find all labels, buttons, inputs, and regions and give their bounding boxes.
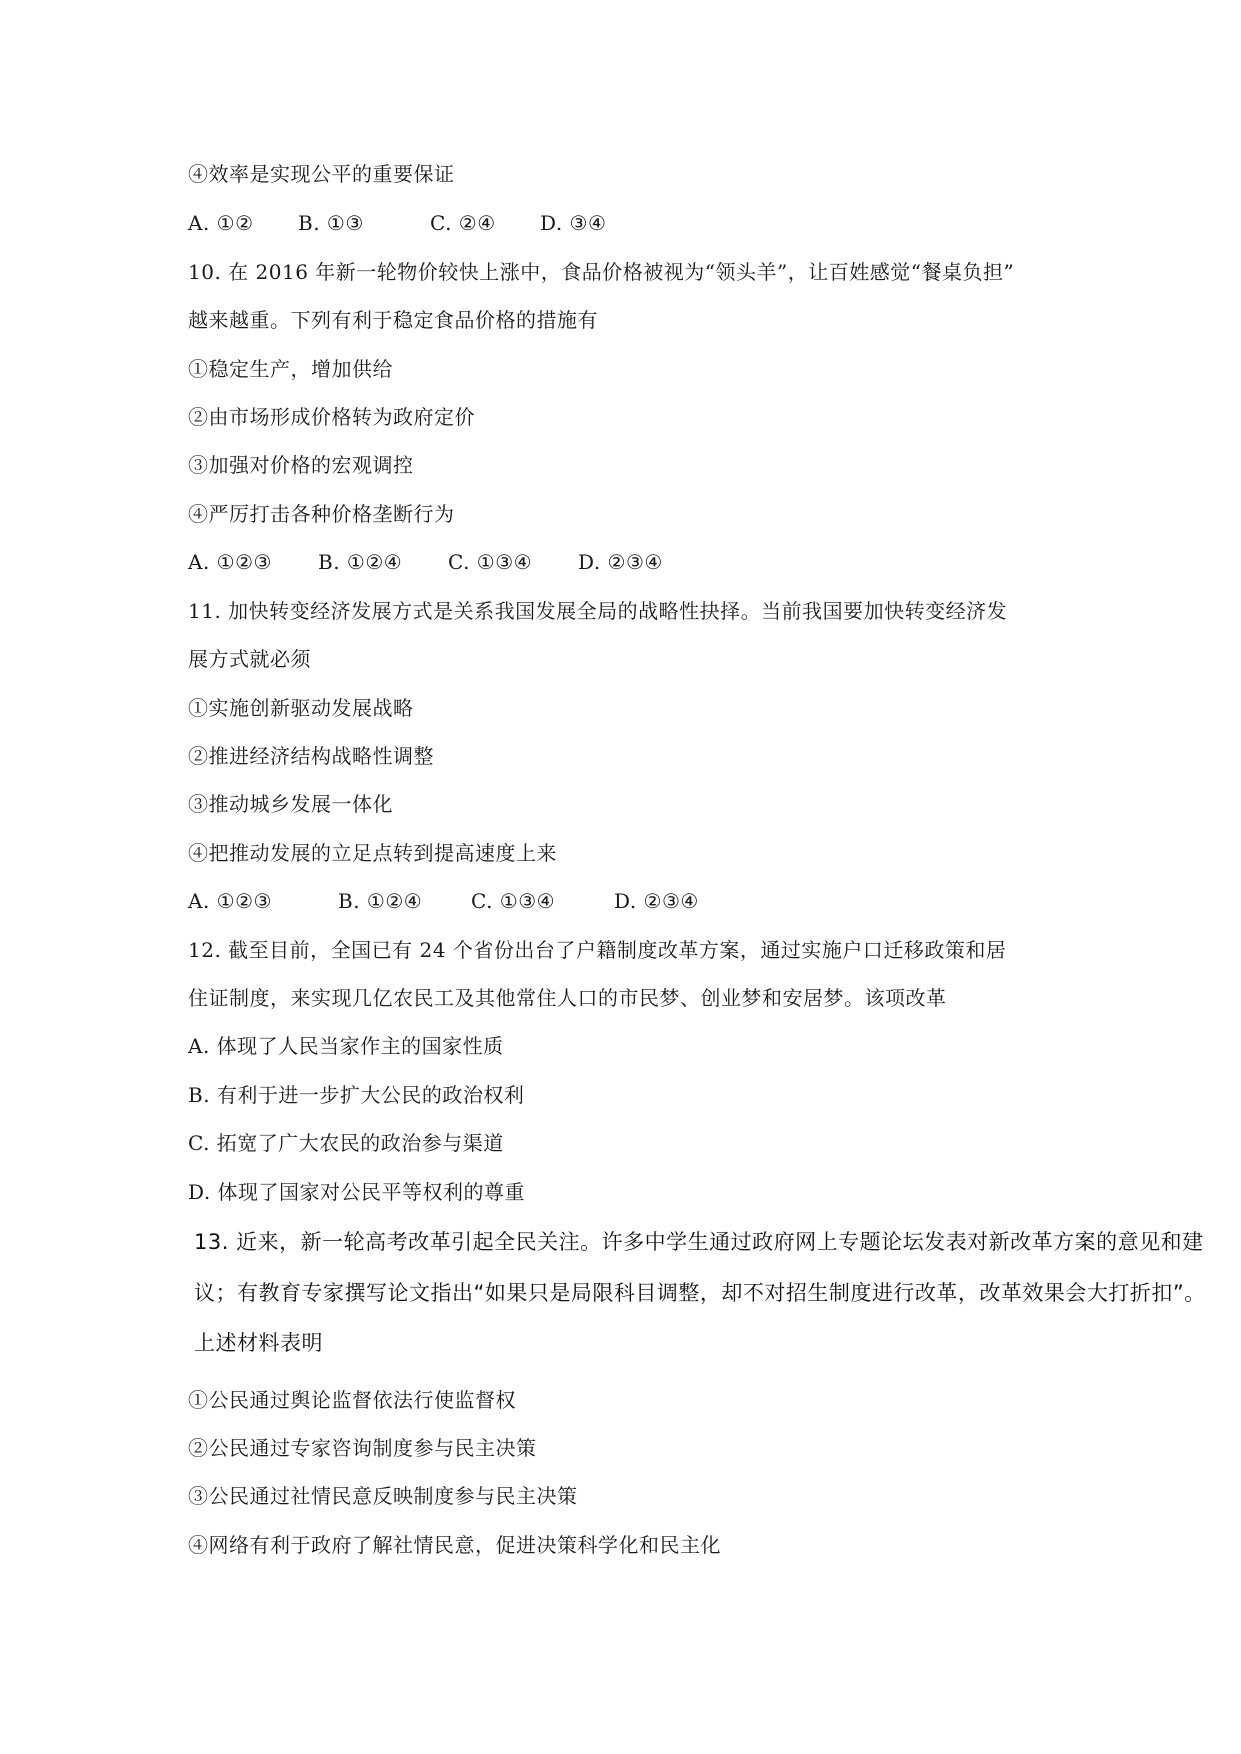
option-c: C. ①③④ (448, 550, 533, 574)
statement-q13-4: ④网络有利于政府了解社情民意，促进决策科学化和民主化 (188, 1533, 721, 1557)
option-b: B. ①③ (298, 211, 364, 235)
statement-q11-4: ④把推动发展的立足点转到提高速度上来 (188, 841, 557, 865)
options-q11 (188, 887, 699, 915)
question-12-stem-line2: 住证制度，来实现几亿农民工及其他常住人口的市民梦、创业梦和安居梦。该项改革 (188, 986, 947, 1010)
option-c: C. ①③④ (471, 889, 556, 913)
question-13-stem-line3: 上述材料表明 (194, 1331, 323, 1355)
question-12-stem-line1: 12. 截至目前，全国已有 24 个省份出台了户籍制度改革方案，通过实施户口迁移政策和居 (188, 938, 1007, 962)
statement-q11-2: ②推进经济结构战略性调整 (188, 744, 434, 768)
option-d: D. ②③④ (614, 889, 699, 913)
option-b: B. ①②④ (338, 889, 423, 913)
statement-q9-4: ④效率是实现公平的重要保证 (188, 162, 455, 186)
question-11-stem-line1: 11. 加快转变经济发展方式是关系我国发展全局的战略性抉择。当前我国要加快转变经济发 (188, 599, 1008, 623)
question-13-stem-line1: 13. 近来，新一轮高考改革引起全民关注。许多中学生通过政府网上专题论坛发表对新改革方案的意见和建 (194, 1230, 1204, 1254)
statement-q11-3: ③推动城乡发展一体化 (188, 792, 393, 816)
option-q12-a: A. 体现了人民当家作主的国家性质 (188, 1034, 504, 1058)
option-a: A. ①②③ (188, 889, 272, 913)
statement-q10-4: ④严厉打击各种价格垄断行为 (188, 502, 455, 526)
option-a: A. ①②③ (188, 550, 272, 574)
option-d: D. ③④ (540, 211, 607, 235)
statement-q10-2: ②由市场形成价格转为政府定价 (188, 405, 475, 429)
option-q12-d: D. 体现了国家对公民平等权利的尊重 (188, 1180, 526, 1204)
option-b: B. ①②④ (318, 550, 403, 574)
option-q12-b: B. 有利于进一步扩大公民的政治权利 (188, 1083, 525, 1107)
question-10-stem-line1: 10. 在 2016 年新一轮物价较快上涨中，食品价格被视为“领头羊”，让百姓感觉“餐桌负担” (188, 260, 1015, 284)
option-q12-c: C. 拓宽了广大农民的政治参与渠道 (188, 1131, 504, 1155)
option-d: D. ②③④ (578, 550, 663, 574)
options-q9 (188, 209, 606, 237)
options-q10 (188, 548, 663, 576)
question-10-stem-line2: 越来越重。下列有利于稳定食品价格的措施有 (188, 308, 598, 332)
question-13-stem-line2: 议；有教育专家撰写论文指出“如果只是局限科目调整，却不对招生制度进行改革，改革效果会大打折扣”。 (194, 1281, 1206, 1305)
statement-q11-1: ①实施创新驱动发展战略 (188, 696, 414, 720)
option-c: C. ②④ (430, 211, 496, 235)
statement-q13-2: ②公民通过专家咨询制度参与民主决策 (188, 1436, 537, 1460)
statement-q13-3: ③公民通过社情民意反映制度参与民主决策 (188, 1484, 578, 1508)
statement-q10-1: ①稳定生产，增加供给 (188, 357, 393, 381)
statement-q10-3: ③加强对价格的宏观调控 (188, 453, 414, 477)
option-a: A. ①② (188, 211, 254, 235)
statement-q13-1: ①公民通过舆论监督依法行使监督权 (188, 1388, 516, 1412)
question-11-stem-line2: 展方式就必须 (188, 647, 311, 671)
